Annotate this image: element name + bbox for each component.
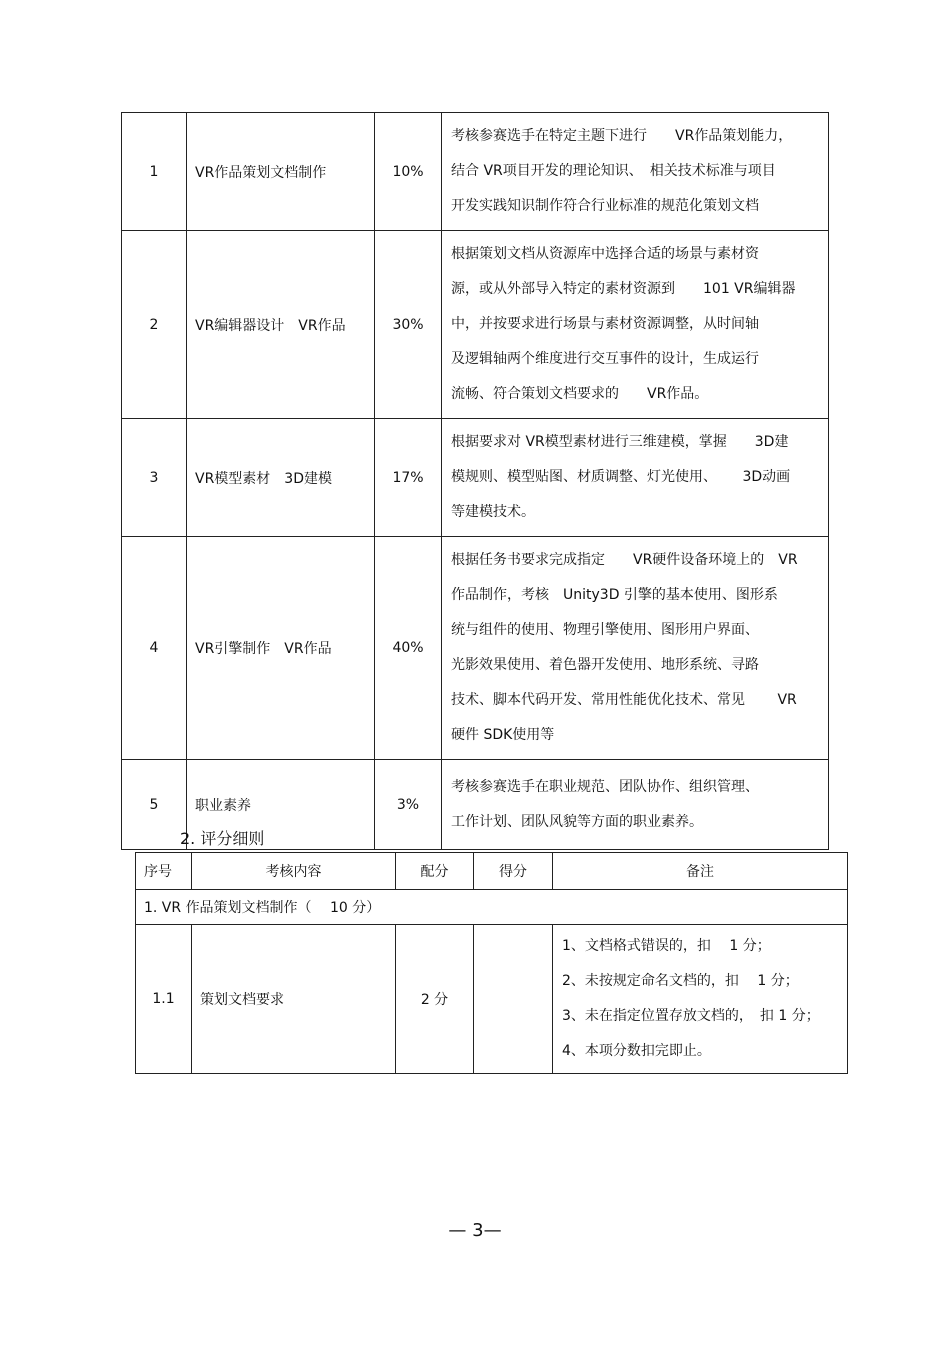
row-notes bbox=[553, 925, 848, 1074]
description-line: 考核参赛选手在特定主题下进行 VR作品策划能力， bbox=[451, 128, 793, 144]
item-name: VR编辑器设计 VR作品 bbox=[187, 231, 375, 419]
item-description bbox=[442, 537, 829, 760]
description-line: 根据任务书要求完成指定 VR硬件设备环境上的 VR bbox=[451, 552, 798, 568]
description-line: 等建模技术。 bbox=[451, 504, 535, 520]
page-number: — 3— bbox=[448, 1220, 502, 1241]
scoring-details-table bbox=[135, 852, 848, 1074]
item-description bbox=[442, 760, 829, 850]
description-line: 根据要求对 VR模型素材进行三维建模，掌握 3D建 bbox=[451, 434, 789, 450]
section-heading: 2. 评分细则 bbox=[180, 829, 265, 848]
item-number: 5 bbox=[122, 760, 187, 850]
item-weight: 10% bbox=[375, 113, 442, 231]
item-description bbox=[442, 419, 829, 537]
table-row bbox=[122, 231, 829, 419]
item-number: 4 bbox=[122, 537, 187, 760]
description-line: 流畅、符合策划文档要求的 VR作品。 bbox=[451, 386, 709, 402]
item-name: 职业素养 bbox=[187, 760, 375, 850]
row-got bbox=[474, 925, 553, 1074]
note-line: 2、未按规定命名文档的，扣 1 分； bbox=[562, 973, 799, 989]
item-number: 1 bbox=[122, 113, 187, 231]
header-note: 备注 bbox=[553, 853, 848, 890]
table-row bbox=[122, 419, 829, 537]
row-seq: 1.1 bbox=[136, 925, 192, 1074]
category-title: 1. VR 作品策划文档制作（ 10 分） bbox=[136, 890, 848, 925]
item-name: VR引擎制作 VR作品 bbox=[187, 537, 375, 760]
item-weight: 40% bbox=[375, 537, 442, 760]
description-line: 技术、脚本代码开发、常用性能优化技术、常见 VR bbox=[451, 692, 797, 708]
item-description bbox=[442, 113, 829, 231]
description-line: 开发实践知识制作符合行业标准的规范化策划文档 bbox=[451, 198, 759, 214]
competition-items-table bbox=[121, 112, 829, 850]
table-row bbox=[136, 925, 848, 1074]
category-row bbox=[136, 890, 848, 925]
description-line: 结合 VR项目开发的理论知识、 相关技术标准与项目 bbox=[451, 163, 776, 179]
description-line: 光影效果使用、着色器开发使用、地形系统、寻路 bbox=[451, 657, 759, 673]
header-got: 得分 bbox=[474, 853, 553, 890]
item-weight: 3% bbox=[375, 760, 442, 850]
item-name: VR作品策划文档制作 bbox=[187, 113, 375, 231]
note-line: 3、未在指定位置存放文档的， 扣 1 分； bbox=[562, 1008, 820, 1024]
item-number: 3 bbox=[122, 419, 187, 537]
description-line: 根据策划文档从资源库中选择合适的场景与素材资 bbox=[451, 246, 759, 262]
item-description bbox=[442, 231, 829, 419]
row-score: 2 分 bbox=[396, 925, 474, 1074]
description-line: 考核参赛选手在职业规范、团队协作、组织管理、 bbox=[451, 778, 759, 795]
item-number: 2 bbox=[122, 231, 187, 419]
header-seq: 序号 bbox=[136, 853, 192, 890]
description-line: 及逻辑轴两个维度进行交互事件的设计，生成运行 bbox=[451, 351, 759, 367]
table-row bbox=[122, 113, 829, 231]
description-line: 工作计划、团队风貌等方面的职业素养。 bbox=[451, 813, 703, 830]
note-line: 4、本项分数扣完即止。 bbox=[562, 1043, 711, 1059]
row-content: 策划文档要求 bbox=[192, 925, 396, 1074]
description-line: 源，或从外部导入特定的素材资源到 101 VR编辑器 bbox=[451, 281, 796, 297]
note-line: 1、文档格式错误的，扣 1 分； bbox=[562, 938, 771, 954]
item-weight: 17% bbox=[375, 419, 442, 537]
description-line: 中，并按要求进行场景与素材资源调整，从时间轴 bbox=[451, 316, 759, 332]
description-line: 硬件 SDK使用等 bbox=[451, 727, 555, 743]
item-name: VR模型素材 3D建模 bbox=[187, 419, 375, 537]
item-weight: 30% bbox=[375, 231, 442, 419]
header-score: 配分 bbox=[396, 853, 474, 890]
table-header-row bbox=[136, 853, 848, 890]
table-row bbox=[122, 537, 829, 760]
description-line: 作品制作，考核 Unity3D 引擎的基本使用、图形系 bbox=[451, 587, 778, 603]
header-content: 考核内容 bbox=[192, 853, 396, 890]
description-line: 模规则、模型贴图、材质调整、灯光使用、 3D动画 bbox=[451, 469, 791, 485]
description-line: 统与组件的使用、物理引擎使用、图形用户界面、 bbox=[451, 622, 759, 638]
